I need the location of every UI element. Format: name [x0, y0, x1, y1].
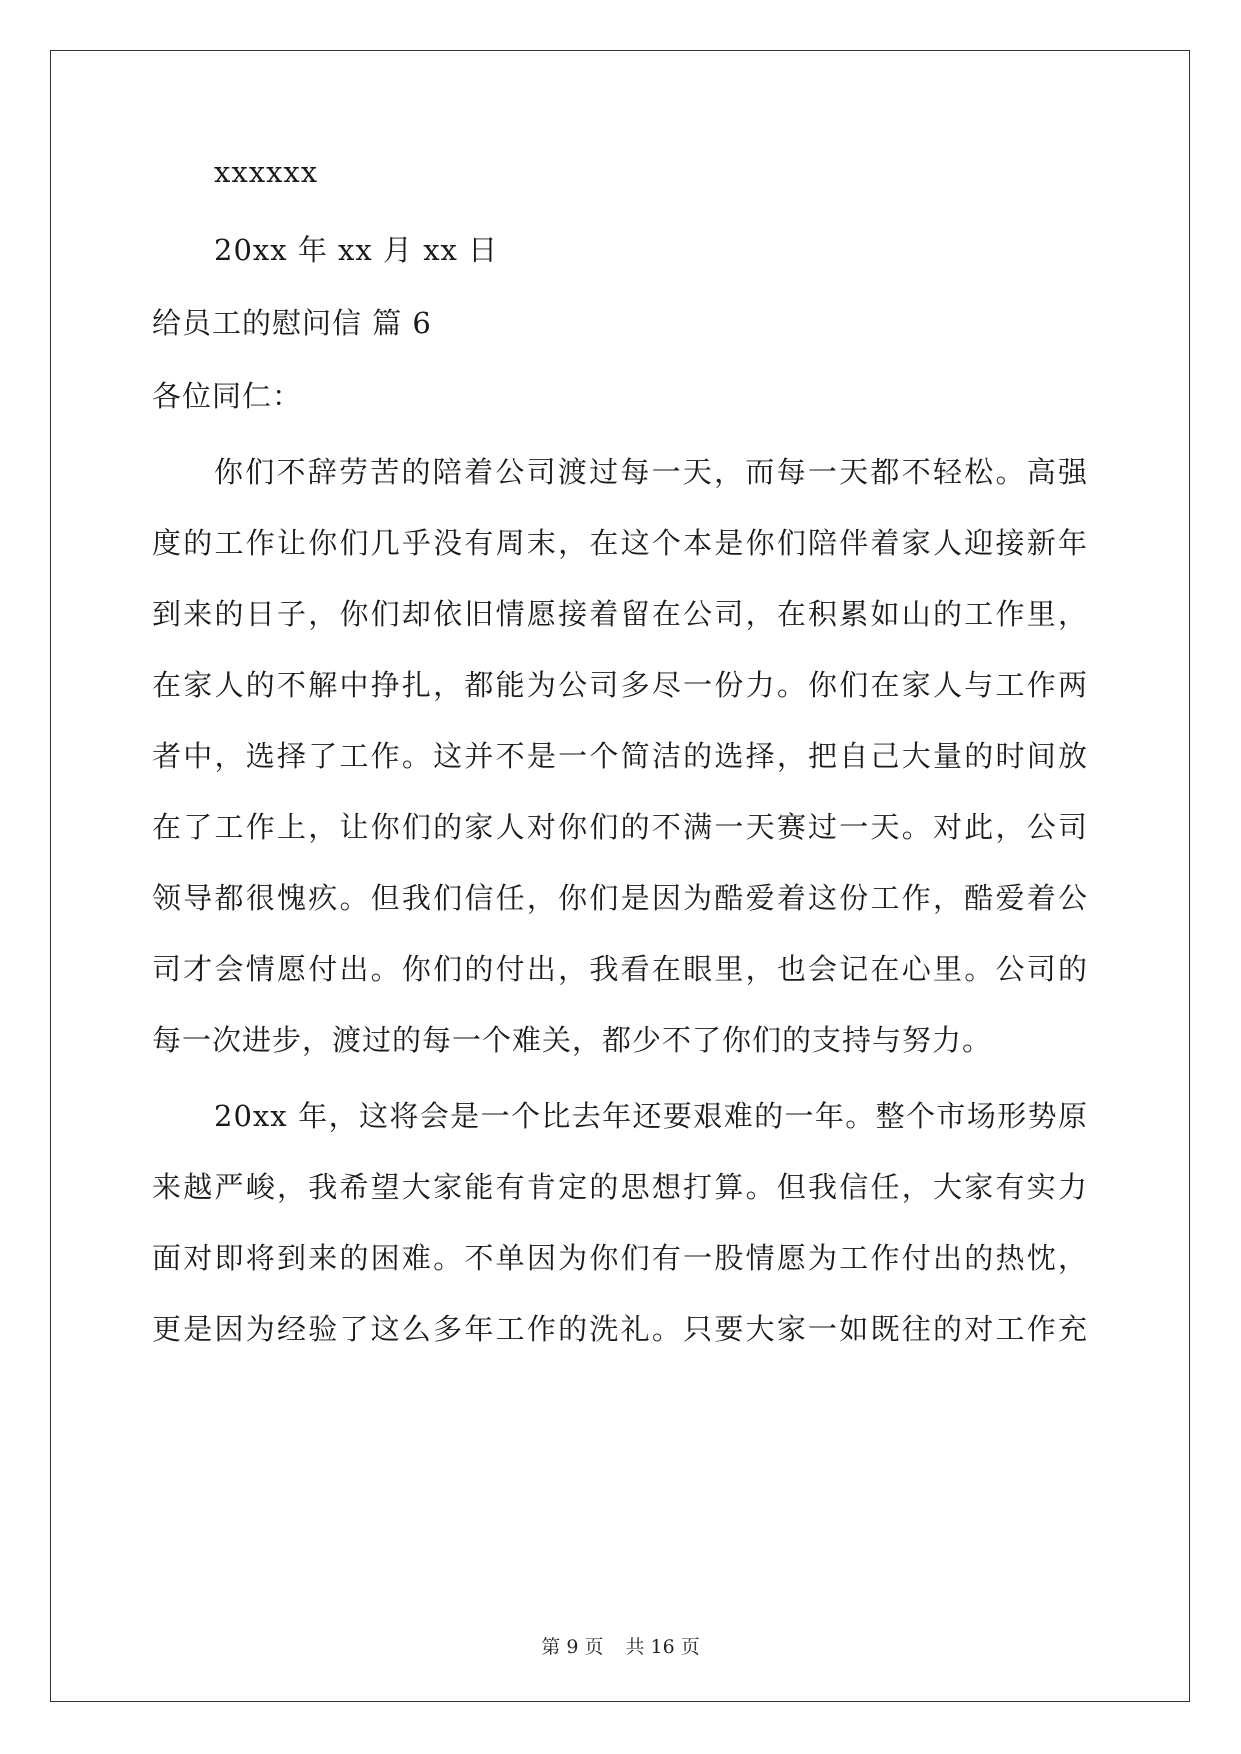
page-number: 第 9 页	[541, 1636, 604, 1658]
paragraph-1-line: 在家人的不解中挣扎，都能为公司多尽一份力。你们在家人与工作两	[152, 668, 1088, 702]
paragraph-1-line: 者中，选择了工作。这并不是一个简洁的选择，把自己大量的时间放	[152, 739, 1088, 773]
page-total: 共 16 页	[625, 1636, 700, 1658]
paragraph-1-line: 在了工作上，让你们的家人对你们的不满一天赛过一天。对此，公司	[152, 810, 1088, 844]
paragraph-1-line: 到来的日子，你们却依旧情愿接着留在公司，在积累如山的工作里，	[152, 597, 1088, 631]
paragraph-1-line: 你们不辞劳苦的陪着公司渡过每一天，而每一天都不轻松。高强	[214, 455, 1088, 489]
paragraph-2-line: 面对即将到来的困难。不单因为你们有一股情愿为工作付出的热忱，	[152, 1241, 1088, 1275]
paragraph-2-line: 来越严峻，我希望大家能有肯定的思想打算。但我信任，大家有实力	[152, 1170, 1088, 1204]
paragraph-2-line: 更是因为经验了这么多年工作的洗礼。只要大家一如既往的对工作充	[152, 1312, 1088, 1346]
salutation: 各位同仁：	[152, 379, 303, 413]
paragraph-2-line: 20xx 年，这将会是一个比去年还要艰难的一年。整个市场形势原	[214, 1099, 1088, 1133]
signature-line: xxxxxx	[214, 155, 319, 189]
paragraph-1-line: 每一次进步，渡过的每一个难关，都少不了你们的支持与努力。	[152, 1023, 993, 1057]
page-footer	[0, 1632, 1241, 1659]
paragraph-1-line: 度的工作让你们几乎没有周末，在这个本是你们陪伴着家人迎接新年	[152, 526, 1088, 560]
section-title: 给员工的慰问信 篇 6	[152, 306, 432, 340]
date-line: 20xx 年 xx 月 xx 日	[214, 233, 499, 267]
paragraph-1-line: 司才会情愿付出。你们的付出，我看在眼里，也会记在心里。公司的	[152, 952, 1088, 986]
paragraph-1-line: 领导都很愧疚。但我们信任，你们是因为酷爱着这份工作，酷爱着公	[152, 881, 1088, 915]
